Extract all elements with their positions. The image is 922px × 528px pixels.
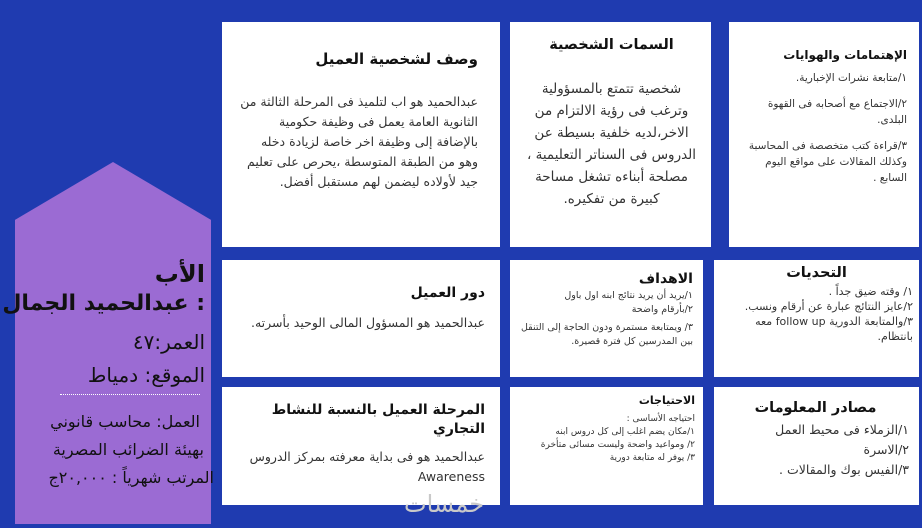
persona-location: الموقع: دمياط	[87, 363, 205, 387]
card-interests-item-2: ٢/الاجتماع مع أصحابه فى القهوة البلدى.	[767, 98, 907, 126]
card-traits	[510, 22, 711, 247]
persona-role: الأب	[154, 260, 205, 288]
card-sources-title: مصادر المعلومات	[754, 400, 877, 416]
card-goals-item-3: ٣/ ويمتابعة مستمرة ودون الحاجة إلى التنقل بين المدرسين كل فترة قصيرة.	[520, 322, 693, 347]
card-goals-item-2: ٢/بأرقام واضحة	[631, 304, 693, 315]
card-traits-body: شخصية تتمتع بالمسؤولية وترغب فى رؤية الالتزام من الاخر،لديه خلفية بسيطة عن الدروس فى السناتر التعليمية ، مصلحة أبناءه تشغل مساحة كبيرة من تفكيره.	[526, 81, 697, 207]
card-sources-item-1: ١/الزملاء فى محيط العمل	[775, 422, 909, 437]
card-challenges-item-3: ٣/والمتابعة الدورية follow up معه بانتظام.	[755, 315, 913, 343]
card-challenges-item-2: ٢/عايز النتائج عبارة عن أرقام ونسب.	[744, 300, 913, 313]
card-stage-body: عبدالحميد هو فى بداية معرفته بمركز الدروس Awareness	[249, 449, 485, 484]
card-interests-title: الإهتمامات والهوايات	[783, 48, 907, 62]
card-role-body: عبدالحميد هو المسؤول المالى الوحيد بأسرته.	[250, 315, 485, 330]
persona-job: العمل: محاسب قانوني	[50, 412, 200, 431]
card-description-title: وصف لشخصية العميل	[315, 50, 478, 68]
card-description-body: عبدالحميد هو اب لتلميذ فى المرحلة الثالثة من الثانوية العامة يعمل فى وظيفة حكومية بالإضافة إلى وظيفة اخر خاصة لزيادة دخله وهو من الطبقة المتوسطة ،يحرص على تعليم جيد لأولاده ليضمن لهم مستقبل أفضل.	[240, 94, 478, 189]
persona-salary: المرتب شهرياً : ٢٠,٠٠٠ج	[48, 468, 214, 487]
card-stage-title: المرحلة العميل بالنسبة للنشاط التجاري	[271, 402, 485, 437]
card-needs-intro: احتياجه الأساسى :	[626, 414, 695, 424]
card-challenges	[714, 260, 919, 377]
card-sources-item-3: ٣/الفيس بوك والمقالات .	[779, 462, 909, 477]
card-needs-item-2: ٢/ ومواعيد واضحة وليست مسائى متأخرة	[540, 440, 695, 450]
card-challenges-title: التحديات	[786, 265, 847, 281]
card-stage	[222, 387, 500, 505]
card-needs-item-3: ٣/ يوفر له متابعة دورية	[609, 453, 695, 463]
card-goals-title: الاهداف	[638, 271, 693, 287]
card-interests-item-1: ١/متابعة نشرات الإخبارية.	[795, 72, 907, 84]
card-needs	[510, 387, 703, 505]
watermark-logo: خمسات	[404, 490, 485, 518]
card-description	[222, 22, 500, 247]
persona-name: : عبدالحميد الجمال	[2, 291, 205, 316]
card-role	[222, 260, 500, 377]
persona-divider	[60, 394, 200, 395]
card-role-title: دور العميل	[410, 285, 485, 301]
card-interests-item-3: ٣/قراءة كتب متخصصة فى المحاسبة وكذلك المقالات على مواقع اليوم السابع .	[748, 140, 907, 184]
card-goals	[510, 260, 703, 377]
card-needs-item-1: ١/مكان يضم اغلب إلى كل دروس ابنه	[555, 427, 695, 437]
card-sources-item-2: ٢/الاسرة	[863, 442, 909, 457]
persona-employer: بهيئة الضرائب المصرية	[52, 440, 204, 459]
persona-age: العمر:٤٧	[132, 330, 205, 354]
card-needs-title: الاحتياجات	[638, 394, 695, 407]
card-traits-title: السمات الشخصية	[549, 37, 674, 53]
card-challenges-item-1: ١/ وقته ضيق جداً .	[828, 285, 913, 298]
card-goals-item-1: ١/يريد أن يريد نتائج ابنه اول باول	[564, 290, 693, 301]
card-interests	[729, 22, 919, 247]
card-sources	[714, 387, 919, 505]
